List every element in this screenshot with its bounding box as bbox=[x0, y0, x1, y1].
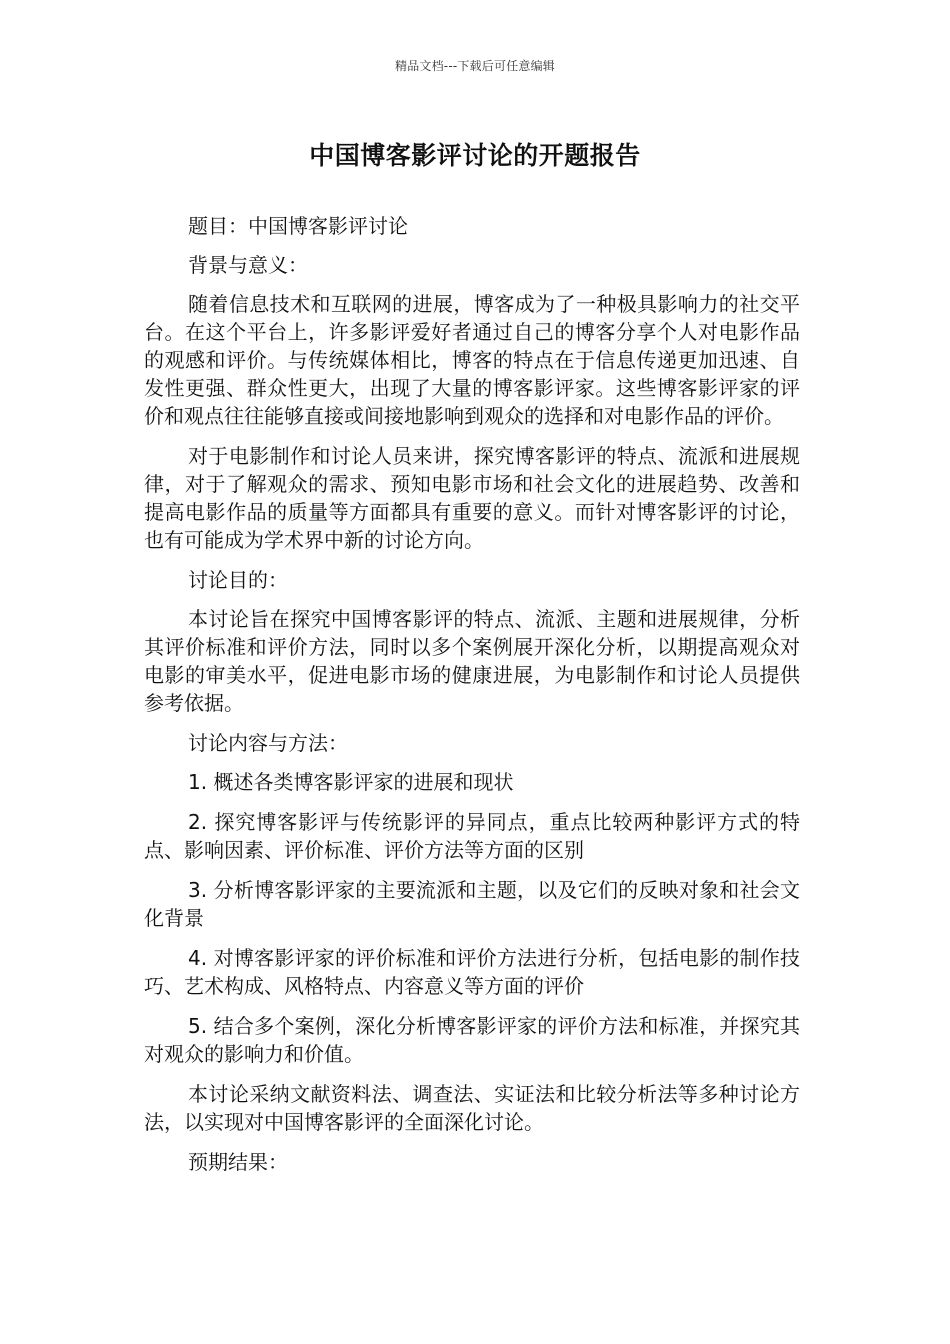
list-item-1: 1. 概述各类博客影评家的进展和现状 bbox=[188, 770, 514, 794]
section-heading-content-method: 讨论内容与方法： bbox=[188, 731, 348, 755]
paragraph-methods: 本讨论采纳文献资料法、调查法、实证法和比较分析法等多种讨论方法，以实现对中国博客影评的全面深化讨论。 bbox=[144, 1082, 800, 1134]
document-title: 中国博客影评讨论的开题报告 bbox=[309, 141, 641, 170]
list-item-4: 4. 对博客影评家的评价标准和评价方法进行分析，包括电影的制作技巧、艺术构成、风格特点、内容意义等方面的评价 bbox=[144, 946, 800, 998]
header-note: 精品文档---下载后可任意编辑 bbox=[395, 59, 555, 73]
topic-line: 题目：中国博客影评讨论 bbox=[188, 214, 408, 238]
section-heading-purpose: 讨论目的： bbox=[188, 568, 288, 592]
document-body bbox=[144, 212, 800, 1187]
list-item-3: 3. 分析博客影评家的主要流派和主题，以及它们的反映对象和社会文化背景 bbox=[144, 878, 800, 930]
list-item-5: 5. 结合多个案例，深化分析博客影评家的评价方法和标准，并探究其对观众的影响力和价值。 bbox=[144, 1014, 800, 1066]
paragraph-background-2: 对于电影制作和讨论人员来讲，探究博客影评的特点、流派和进展规律，对于了解观众的需求、预知电影市场和社会文化的进展趋势、改善和提高电影作品的质量等方面都具有重要的意义。而针对博客影评的讨论，也有可能成为学术界中新的讨论方向。 bbox=[144, 444, 800, 552]
section-heading-expected-results: 预期结果： bbox=[188, 1150, 288, 1174]
list-item-2: 2. 探究博客影评与传统影评的异同点，重点比较两种影评方式的特点、影响因素、评价标准、评价方法等方面的区别 bbox=[144, 810, 800, 862]
section-heading-background: 背景与意义： bbox=[188, 253, 308, 277]
paragraph-background-1: 随着信息技术和互联网的进展，博客成为了一种极具影响力的社交平台。在这个平台上，许多影评爱好者通过自己的博客分享个人对电影作品的观感和评价。与传统媒体相比，博客的特点在于信息传递更加迅速、自发性更强、群众性更大，出现了大量的博客影评家。这些博客影评家的评价和观点往往能够直接或间接地影响到观众的选择和对电影作品的评价。 bbox=[144, 292, 800, 428]
paragraph-purpose: 本讨论旨在探究中国博客影评的特点、流派、主题和进展规律，分析其评价标准和评价方法，同时以多个案例展开深化分析，以期提高观众对电影的审美水平，促进电影市场的健康进展，为电影制作和讨论人员提供参考依据。 bbox=[144, 607, 800, 715]
